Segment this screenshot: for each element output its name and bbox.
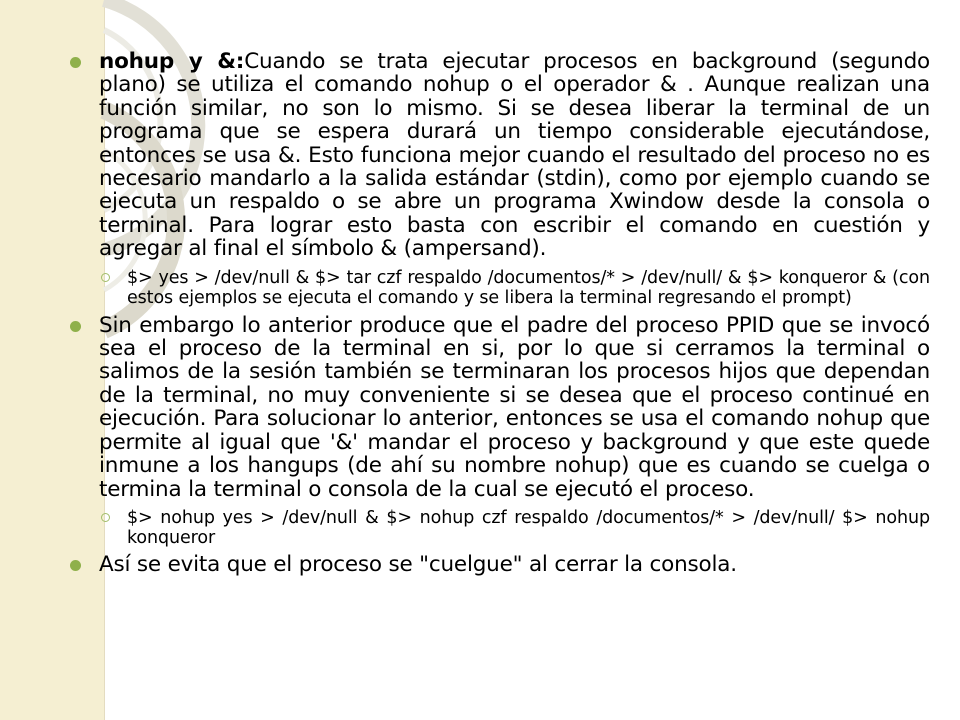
list-item (70, 50, 930, 261)
item-text: $> nohup yes > /dev/null & $> nohup czf respaldo /documentos/* > /dev/null/ $> nohup konqueror (127, 507, 930, 549)
item-lead: nohup y &: (99, 49, 245, 74)
sub-bullet-ring-icon (101, 513, 110, 522)
slide-content (70, 50, 930, 576)
bullet-dot-icon (70, 57, 81, 68)
item-text: $> yes > /dev/null & $> tar czf respaldo /documentos/* > /dev/null/ & $> konqueror & (con estos ejemplos se ejecuta el comando y se libera la terminal regresando el prompt) (127, 267, 930, 309)
list-item (70, 268, 930, 309)
item-text: Cuando se trata ejecutar procesos en background (segundo plano) se utiliza el comando nohup o el operador & . Aunque realizan una función similar, no son lo mismo. Si se desea liberar la terminal de un programa que se espera durará un tiempo considerable ejecutándose, entonces se usa &. Esto funciona mejor cuando el resultado del proceso no es necesario mandarlo a la salida estándar (stdin), como por ejemplo cuando se ejecuta un respaldo o se abre un programa Xwindow desde la consola o terminal. Para lograr esto basta con escribir el comando en cuestión y agregar al final el símbolo & (ampersand). (99, 49, 930, 262)
bullet-dot-icon (70, 560, 81, 571)
bullet-dot-icon (70, 321, 81, 332)
item-text: Sin embargo lo anterior produce que el padre del proceso PPID que se invocó sea el proceso de la terminal en si, por lo que si cerramos la terminal o salimos de la sesión también se terminaran los procesos hijos que dependan de la terminal, no muy conveniente si se desea que el proceso continué en ejecución. Para solucionar lo anterior, entonces se usa el comando nohup que permite al igual que '&' mandar el proceso y background y que este quede inmune a los hangups (de ahí su nombre nohup) que es cuando se cuelga o termina la terminal o consola de la cual se ejecutó el proceso. (99, 312, 930, 502)
sub-bullet-ring-icon (101, 273, 110, 282)
bullet-list (70, 50, 930, 576)
list-item (70, 553, 930, 576)
list-item (70, 508, 930, 549)
list-item (70, 314, 930, 501)
item-text: Así se evita que el proceso se "cuelgue" al cerrar la consola. (99, 551, 737, 577)
